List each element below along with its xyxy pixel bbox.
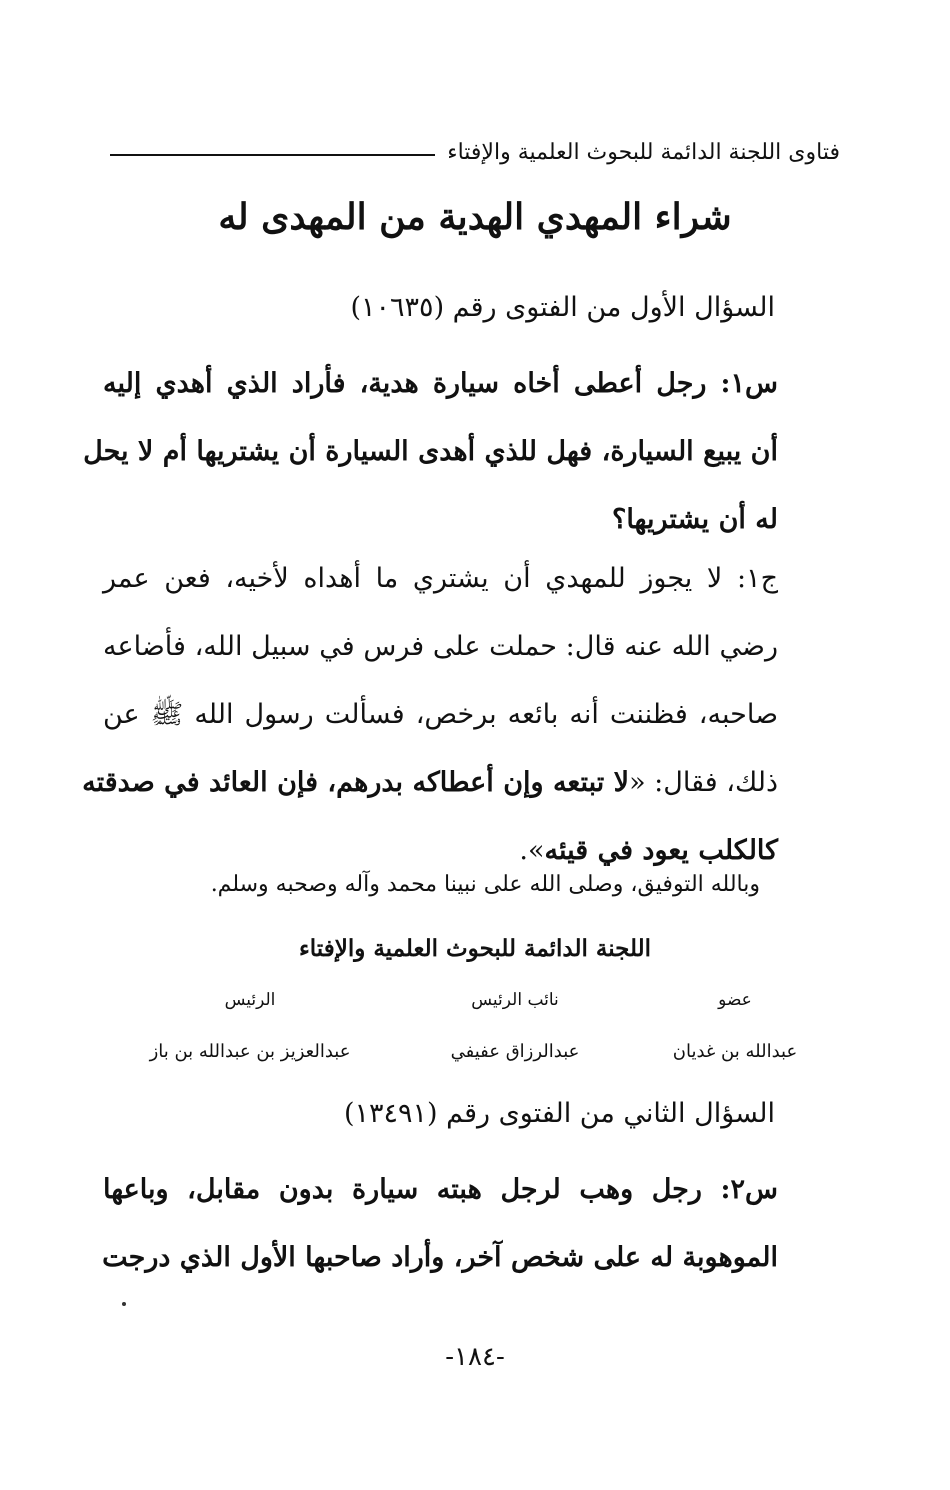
signature-name: عبدالله بن غديان xyxy=(672,1041,798,1062)
question-1-line: س١: رجل أعطى أخاه سيارة هدية، فأراد الذي أهدي إليه xyxy=(103,368,778,399)
answer-1-line: ج١: لا يجوز للمهدي أن يشتري ما أهداه لأخيه، فعن عمر xyxy=(103,563,778,594)
page-title: شراء المهدي الهدية من المهدى له xyxy=(218,196,732,238)
signature-vice-president xyxy=(415,985,615,1067)
signature-role: نائب الرئيس xyxy=(471,990,559,1010)
signature-role: الرئيس xyxy=(224,990,276,1010)
question-1-text xyxy=(83,350,778,554)
question-2-text xyxy=(103,1156,778,1292)
signature-president xyxy=(120,985,380,1067)
print-speck xyxy=(122,1302,126,1306)
question-2-line: س٢: رجل وهب لرجل هبته سيارة بدون مقابل، وباعها xyxy=(103,1174,778,1205)
answer-1-plain-end: ». xyxy=(519,835,545,866)
question-1-heading: السؤال الأول من الفتوى رقم (١٠٦٣٥) xyxy=(350,292,775,323)
question-2-heading: السؤال الثاني من الفتوى رقم (١٣٤٩١) xyxy=(343,1098,775,1129)
closing-formula: وبالله التوفيق، وصلى الله على نبينا محمد وآله وصحبه وسلم. xyxy=(210,872,760,897)
running-header-title: فتاوى اللجنة الدائمة للبحوث العلمية والإفتاء xyxy=(447,140,840,165)
answer-1-plain: ذلك، فقال: « xyxy=(629,767,778,798)
page-number: -١٨٤- xyxy=(445,1342,505,1372)
signature-name: عبدالعزيز بن عبدالله بن باز xyxy=(149,1041,351,1062)
question-1-line: أن يبيع السيارة، فهل للذي أهدى السيارة أن يشتريها أم لا يحل xyxy=(83,436,778,467)
answer-1-line: رضي الله عنه قال: حملت على فرس في سبيل الله، فأضاعه xyxy=(103,631,778,662)
signature-member xyxy=(655,985,815,1067)
signature-name: عبدالرزاق عفيفي xyxy=(450,1041,580,1062)
signature-role: عضو xyxy=(718,990,752,1010)
question-1-line: له أن يشتريها؟ xyxy=(612,504,778,535)
hadith-quote: لا تبتعه وإن أعطاكه بدرهم، فإن العائد في صدقته xyxy=(82,767,630,798)
answer-1-text xyxy=(82,545,778,885)
header-rule xyxy=(110,154,435,156)
answer-1-line-hadith-start xyxy=(82,749,778,817)
question-2-line: الموهوبة له على شخص آخر، وأراد صاحبها الأول الذي درجت xyxy=(102,1242,778,1273)
answer-1-line: صاحبه، فظننت أنه بائعه برخص، فسألت رسول الله ﷺ عن xyxy=(103,699,778,730)
committee-name: اللجنة الدائمة للبحوث العلمية والإفتاء xyxy=(298,935,652,962)
running-header xyxy=(110,140,840,165)
hadith-quote-end: كالكلب يعود في قيئه xyxy=(544,835,778,866)
